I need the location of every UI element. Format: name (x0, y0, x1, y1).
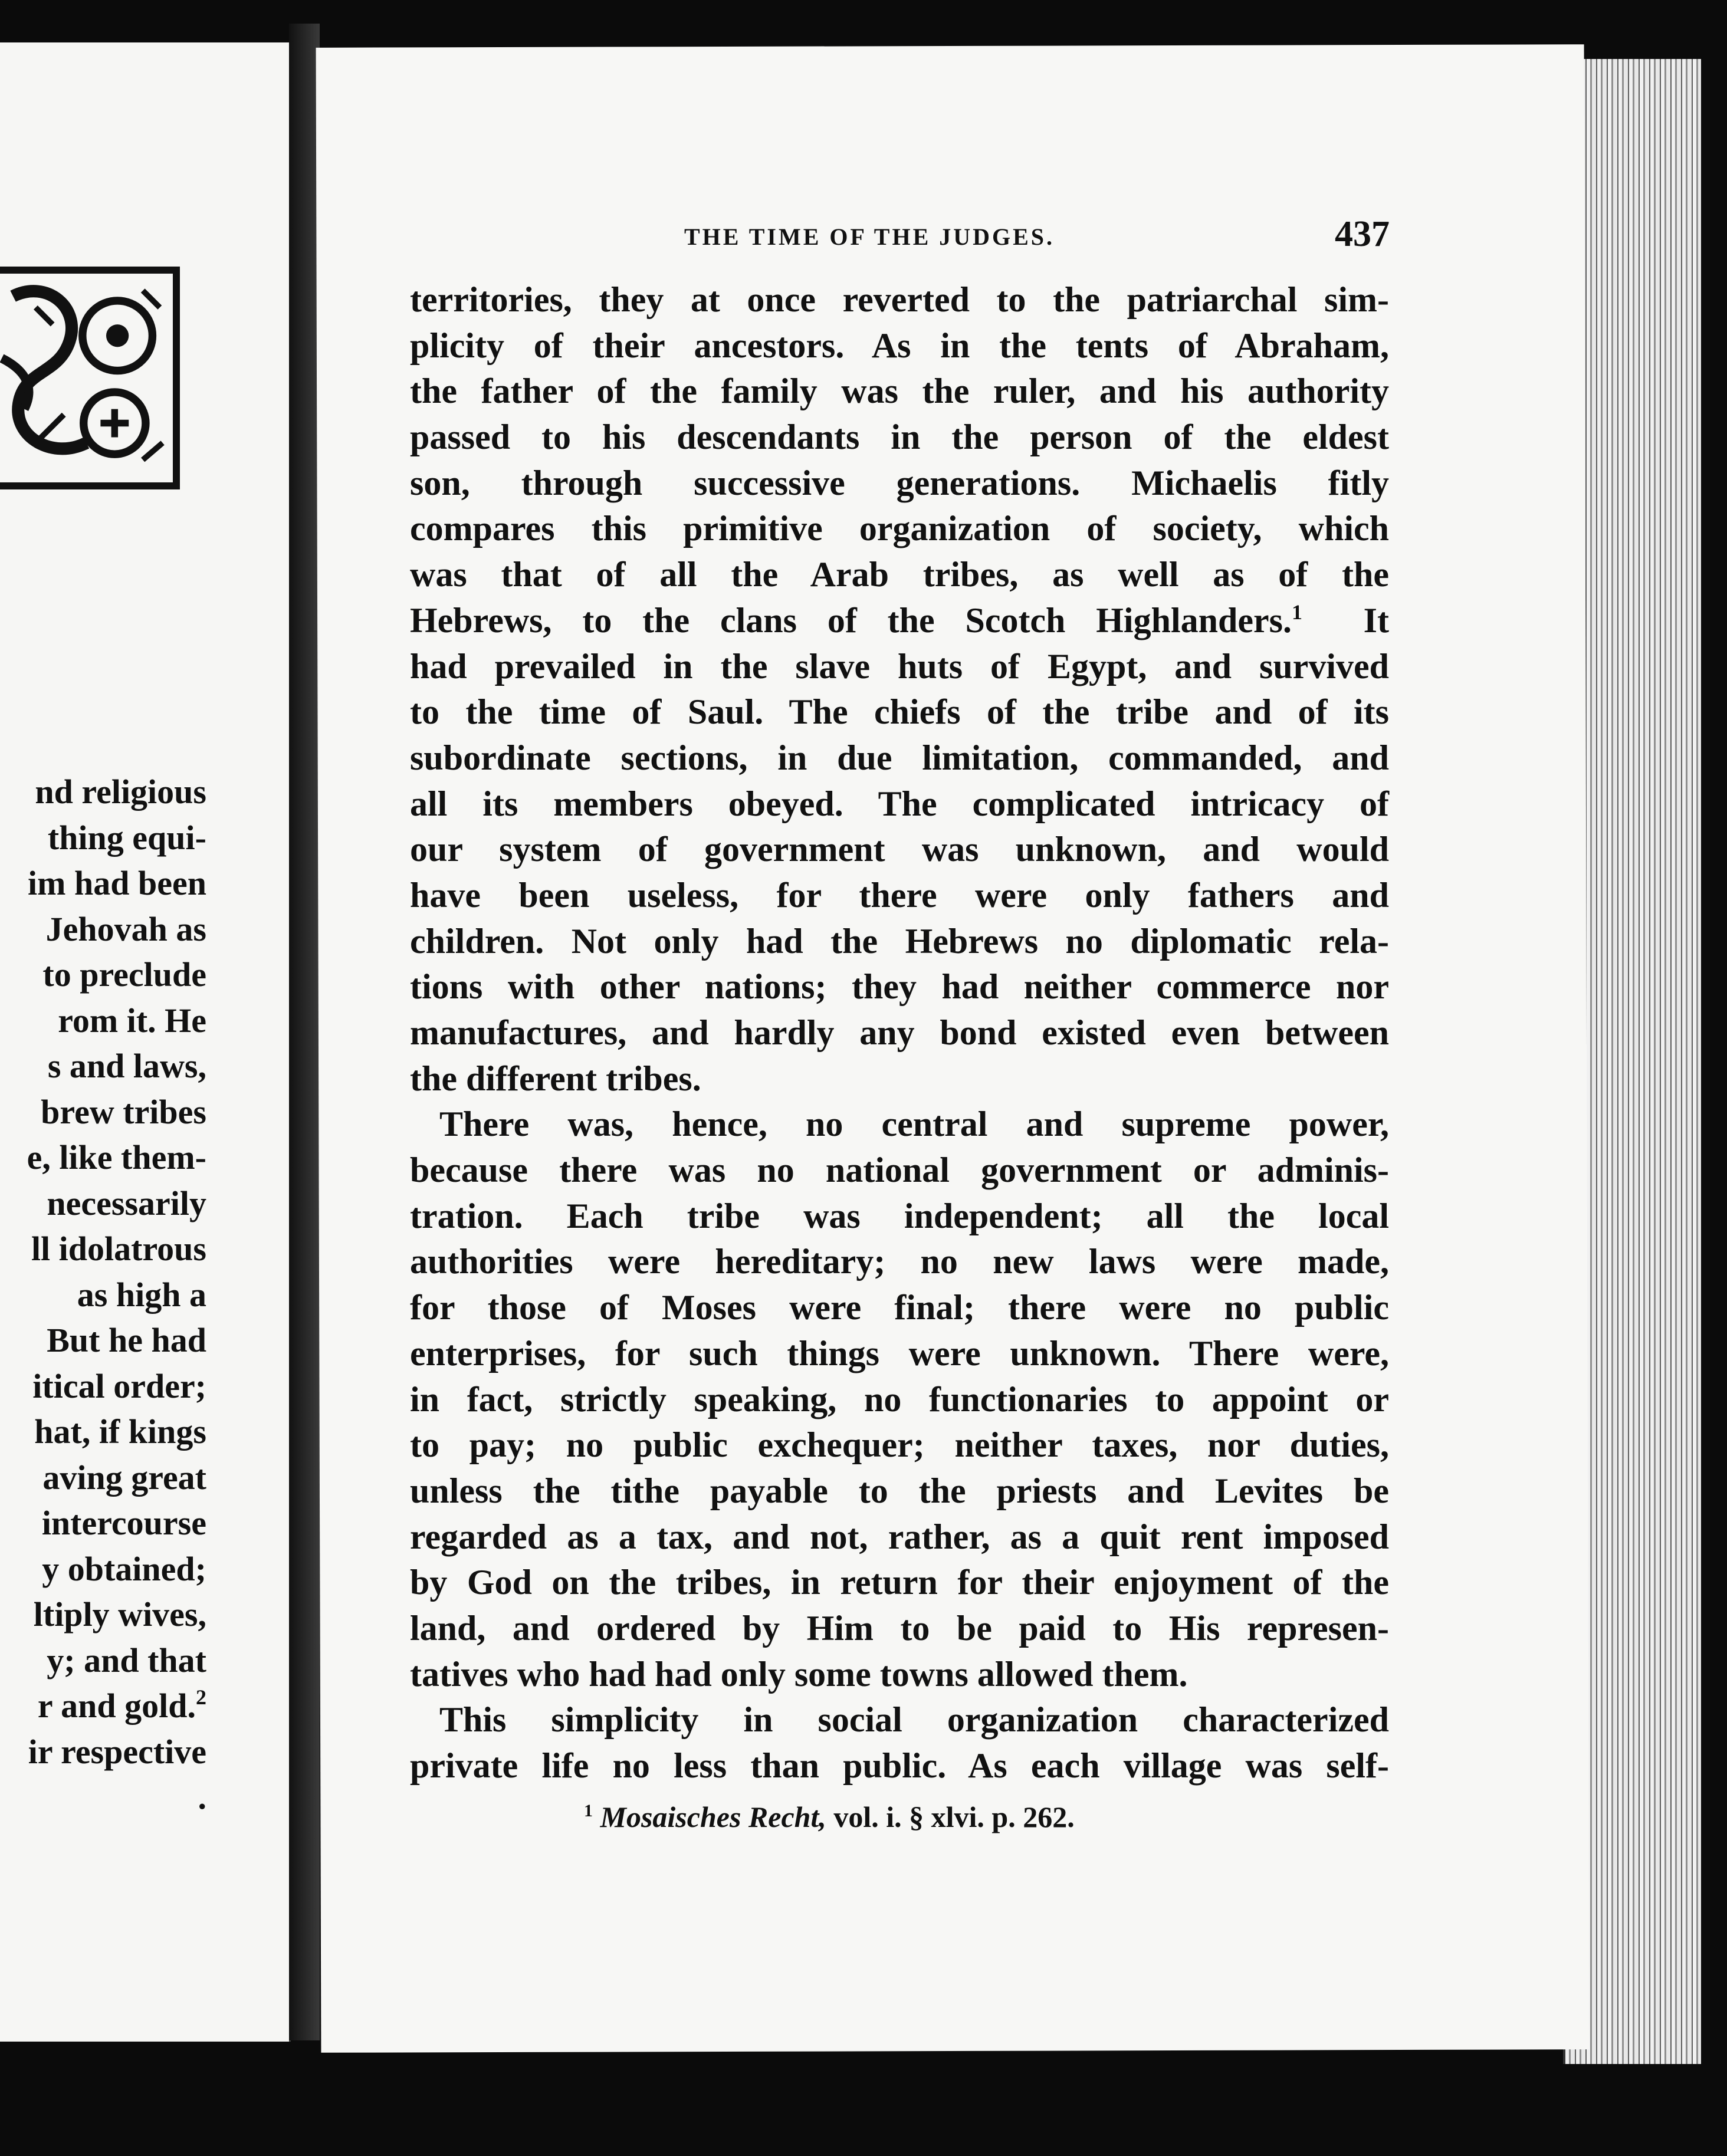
footnote-marker: 1 (584, 1801, 593, 1820)
text-line: to pay; no public exchequer; neither taxes, nor duties, (410, 1425, 1389, 1465)
left-line: Jehovah as (45, 909, 206, 948)
text-line: unless the tithe payable to the priests and Levites be (410, 1471, 1389, 1510)
text-line: enterprises, for such things were unknown. There were, (410, 1333, 1389, 1373)
paragraph-1 (410, 277, 1389, 1102)
text-line: There was, hence, no central and supreme power, (439, 1105, 1389, 1144)
left-line: ir respective (28, 1732, 206, 1771)
left-line: aving great (42, 1458, 206, 1497)
left-line: intercourse (41, 1504, 206, 1542)
text-line: had prevailed in the slave huts of Egypt, and survived (410, 646, 1389, 686)
text-line: passed to his descendants in the person of the eldest (410, 418, 1389, 457)
text-line-part: It (1363, 600, 1390, 640)
paragraph-2 (410, 1102, 1389, 1697)
left-line: s and laws, (47, 1047, 206, 1085)
text-line: have been useless, for there were only fathers and (410, 875, 1389, 915)
left-line: ll idolatrous (31, 1230, 206, 1268)
left-line: im had been (28, 864, 206, 902)
footnote (584, 1800, 1292, 1834)
left-page-text (0, 769, 206, 1820)
left-page (0, 42, 291, 2042)
text-line: manufactures, and hardly any bond existed even between (410, 1013, 1389, 1052)
text-line: private life no less than public. As each village was self- (410, 1746, 1389, 1785)
text-line: the father of the family was the ruler, and his authority (410, 372, 1389, 411)
text-line: This simplicity in social organization characterized (439, 1700, 1389, 1740)
body-text (410, 277, 1389, 1789)
text-line: the different tribes. (410, 1059, 701, 1098)
left-line: . (198, 1778, 206, 1816)
page-number: 437 (1335, 214, 1390, 254)
text-line: tatives who had had only some towns allowed them. (410, 1654, 1188, 1694)
text-line: our system of government was unknown, and would (410, 830, 1389, 869)
text-line: to the time of Saul. The chiefs of the tribe and of its (410, 692, 1389, 732)
text-line: territories, they at once reverted to the patriarchal sim- (410, 280, 1389, 319)
text-line: by God on the tribes, in return for their enjoyment of the (410, 1563, 1389, 1602)
text-line: compares this primitive organization of society, which (410, 509, 1389, 548)
left-line: hat, if kings (34, 1412, 206, 1451)
text-line: plicity of their ancestors. As in the tents of Abraham, (410, 326, 1389, 365)
text-line: because there was no national government or adminis- (410, 1151, 1389, 1190)
left-line: as high a (77, 1275, 206, 1314)
text-line: for those of Moses were final; there were no public (410, 1288, 1389, 1327)
text-line: son, through successive generations. Michaelis fitly (410, 463, 1389, 502)
left-line-text: r and gold. (37, 1687, 196, 1725)
text-line: subordinate sections, in due limitation, commanded, and (410, 738, 1389, 777)
page-header (684, 214, 1392, 264)
left-line (0, 1683, 206, 1729)
text-line: authorities were hereditary; no new laws were made, (410, 1242, 1389, 1281)
text-line: tration. Each tribe was independent; all the local (410, 1196, 1389, 1235)
left-line: y obtained; (42, 1549, 206, 1588)
left-line: necessarily (47, 1184, 206, 1222)
left-line: y; and that (47, 1641, 206, 1680)
left-line: to preclude (42, 955, 206, 994)
text-line: land, and ordered by Him to be paid to His represen- (410, 1608, 1389, 1648)
left-line: itical order; (32, 1366, 206, 1405)
left-line: But he had (47, 1321, 206, 1359)
text-line-part: Hebrews, to the clans of the Scotch Highlanders. (410, 600, 1292, 640)
running-head: THE TIME OF THE JUDGES. (684, 224, 1055, 250)
footnote-title: Mosaisches Recht, (600, 1800, 826, 1833)
left-line: thing equi- (47, 818, 206, 857)
text-line: all its members obeyed. The complicated intricacy of (410, 784, 1389, 823)
left-line: e, like them- (27, 1138, 206, 1176)
text-line: children. Not only had the Hebrews no diplomatic rela- (410, 921, 1389, 961)
left-line: nd religious (35, 773, 206, 811)
footnote-ref: 2 (196, 1685, 206, 1709)
book-gutter (289, 24, 320, 2040)
decorated-initial-ornament (0, 267, 180, 489)
left-line: rom it. He (58, 1001, 206, 1040)
left-line: ltiply wives, (33, 1595, 206, 1634)
text-line: in fact, strictly speaking, no functionaries to appoint or (410, 1379, 1389, 1419)
paragraph-3 (410, 1697, 1389, 1789)
footnote-ref: 1 (1292, 600, 1302, 624)
text-line: regarded as a tax, and not, rather, as a quit rent imposed (410, 1517, 1389, 1556)
left-line: brew tribes (41, 1092, 206, 1131)
text-line: was that of all the Arab tribes, as well as of the (410, 555, 1389, 594)
text-line: tions with other nations; they had neither commerce nor (410, 967, 1389, 1007)
text-line (410, 598, 1389, 644)
floral-ornament-icon (0, 274, 173, 482)
footnote-citation: vol. i. § xlvi. p. 262. (826, 1800, 1075, 1833)
